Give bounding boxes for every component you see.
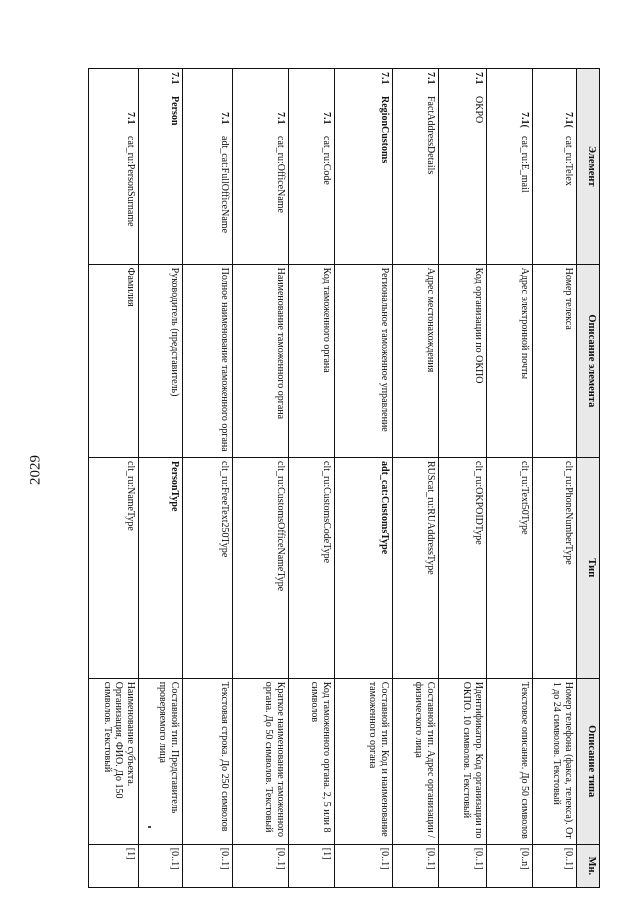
type-name-cell — [233, 458, 289, 679]
type-name-cell — [289, 458, 335, 679]
element-name: OKPO — [473, 96, 484, 124]
header-type-description: Описание типа — [577, 678, 600, 844]
element-cell — [487, 69, 533, 265]
multiplicity: [0..1] — [425, 847, 436, 870]
multiplicity: [1] — [321, 847, 332, 860]
row-number: 7.1 — [125, 112, 136, 125]
type-description: Код таможенного органа. 2, 5 или 8 символов — [309, 681, 332, 833]
type-description: Краткое наименование таможенного органа. До 50 символов. Текстовый — [263, 681, 286, 838]
table-body — [89, 69, 577, 888]
element-cell — [533, 69, 577, 265]
type-description: Идентификатор. Код организации по ОКПО. 10 символов. Текстовый — [461, 681, 484, 839]
page-number: 2029 — [27, 455, 44, 485]
type-description-cell — [139, 678, 183, 844]
header-multiplicity: Мн. — [577, 844, 600, 887]
type-description: Текстовое описание. До 50 символов — [519, 681, 530, 839]
multiplicity-cell — [533, 844, 577, 887]
multiplicity-cell — [139, 844, 183, 887]
element-cell — [183, 69, 233, 265]
element-name: cat_ru:Telex — [563, 136, 574, 186]
element-description: Адрес местонахождения — [425, 267, 436, 373]
element-cell — [393, 69, 439, 265]
element-cell — [139, 69, 183, 265]
type-name-cell — [139, 458, 183, 679]
element-name: RegionCustoms — [379, 96, 390, 164]
element-name: adt_cat:FullOfficeName — [219, 136, 230, 234]
type-description: Составной тип. Представитель проверяемого лица — [157, 681, 180, 814]
type-name: adt_cat:CustomsType — [379, 461, 390, 555]
element-description-cell — [487, 264, 533, 457]
multiplicity: [0..n] — [519, 847, 530, 870]
type-name: PersonType — [169, 461, 180, 512]
element-description-cell — [393, 264, 439, 457]
element-cell — [335, 69, 393, 265]
type-description: Номер телефона (факса, телекса). От 1 до 24 символов. Текстовый — [551, 681, 574, 839]
type-name: clt_ru:CustomsCodeType — [321, 461, 332, 564]
type-name: clt_ru:CustomsOfficeNameType — [275, 461, 286, 592]
type-description-cell — [393, 678, 439, 844]
element-name: Person — [169, 96, 180, 126]
multiplicity-cell — [439, 844, 487, 887]
table-header-row — [577, 69, 600, 888]
type-name: RUScat_ru:RUAddressType — [425, 461, 436, 575]
type-name: clt_ru:OKPOIDType — [473, 461, 484, 545]
type-name: clt_ru:FreeText250Type — [219, 461, 230, 558]
element-description-cell — [139, 264, 183, 457]
header-type: Тип — [577, 458, 600, 679]
element-description-cell — [289, 264, 335, 457]
table-row — [89, 69, 139, 888]
multiplicity: [0..1] — [275, 847, 286, 870]
element-cell — [89, 69, 139, 265]
element-description: Код организации по ОКПО — [473, 267, 484, 384]
row-number: 7.1 — [321, 112, 332, 125]
table-row — [183, 69, 233, 888]
type-name-cell — [533, 458, 577, 679]
element-description: Наименование таможенного органа — [275, 267, 286, 420]
type-description-cell — [533, 678, 577, 844]
element-cell — [289, 69, 335, 265]
multiplicity-cell — [183, 844, 233, 887]
type-name-cell — [89, 458, 139, 679]
multiplicity: [0..1] — [563, 847, 574, 870]
row-number: 7.1 — [219, 112, 230, 125]
element-name: FactAddressDetails — [425, 96, 436, 175]
element-description: Региональное таможенное управление — [379, 267, 390, 432]
header-element: Элемент — [577, 69, 600, 265]
table-row — [139, 69, 183, 888]
table-row — [335, 69, 393, 888]
type-description: Текстовая строка. До 250 символов — [219, 681, 230, 832]
row-number: 7.1 — [379, 72, 390, 85]
type-description-cell — [183, 678, 233, 844]
table-row — [393, 69, 439, 888]
table-row — [487, 69, 533, 888]
element-name: cat_ru:E_mail — [519, 136, 530, 193]
element-description: Код таможенного органа — [321, 267, 332, 373]
type-name: clt_ru:Text50Type — [519, 461, 530, 535]
element-description-cell — [89, 264, 139, 457]
multiplicity: [0..1] — [473, 847, 484, 870]
element-description: Адрес электронной почты — [519, 267, 530, 380]
row-number: 7.1 — [275, 112, 286, 125]
element-cell — [233, 69, 289, 265]
row-number: 7.1 — [473, 72, 484, 85]
table-row — [233, 69, 289, 888]
type-description: Составной тип. Адрес организации / физического лица — [413, 681, 436, 838]
multiplicity-cell — [89, 844, 139, 887]
row-number: 7.1( — [563, 112, 574, 128]
row-number: 7.1 — [169, 72, 180, 85]
header-description: Описание элемента — [577, 264, 600, 457]
element-name: cat_ru:PersonSurname — [125, 136, 136, 227]
element-description-cell — [533, 264, 577, 457]
type-description-cell — [289, 678, 335, 844]
type-description-cell — [89, 678, 139, 844]
multiplicity-cell — [487, 844, 533, 887]
type-name: clt_ru:NameType — [125, 461, 136, 531]
multiplicity-cell — [335, 844, 393, 887]
element-description-cell — [233, 264, 289, 457]
multiplicity: [0..1] — [169, 847, 180, 870]
element-description: Руководитель (представитель) — [169, 267, 180, 397]
element-description-cell — [183, 264, 233, 457]
element-description-cell — [335, 264, 393, 457]
type-description: Составной тип. Код и наименование таможенного органа — [367, 681, 390, 837]
type-description-cell — [487, 678, 533, 844]
table-row — [289, 69, 335, 888]
multiplicity: [1] — [125, 847, 136, 860]
type-name-cell — [183, 458, 233, 679]
table-row — [439, 69, 487, 888]
element-description: Полное наименование таможенного органа — [219, 267, 230, 452]
multiplicity-cell — [233, 844, 289, 887]
row-number: 7.1( — [519, 112, 530, 128]
type-description-cell — [335, 678, 393, 844]
type-name-cell — [439, 458, 487, 679]
table-row — [533, 69, 577, 888]
type-name-cell — [335, 458, 393, 679]
type-name: clt_ru:PhoneNumberType — [563, 461, 574, 565]
type-name-cell — [393, 458, 439, 679]
type-name-cell — [487, 458, 533, 679]
multiplicity-cell — [289, 844, 335, 887]
row-number: 7.1 — [425, 72, 436, 85]
multiplicity: [0..1] — [219, 847, 230, 870]
element-name: cat_ru:OfficeName — [275, 136, 286, 213]
element-description: Фамилия — [125, 267, 136, 307]
element-name: cat_ru:Code — [321, 136, 332, 185]
schema-table — [88, 68, 600, 888]
element-cell — [439, 69, 487, 265]
type-description-cell — [439, 678, 487, 844]
type-description-cell — [233, 678, 289, 844]
multiplicity: [0..1] — [379, 847, 390, 870]
rotated-page — [102, 68, 600, 888]
multiplicity-cell — [393, 844, 439, 887]
type-description: Наименование субъекта. Организация, ФИО. До 150 символов. Текстовый — [102, 681, 136, 799]
element-description: Номер телекса — [563, 267, 574, 330]
element-description-cell — [439, 264, 487, 457]
